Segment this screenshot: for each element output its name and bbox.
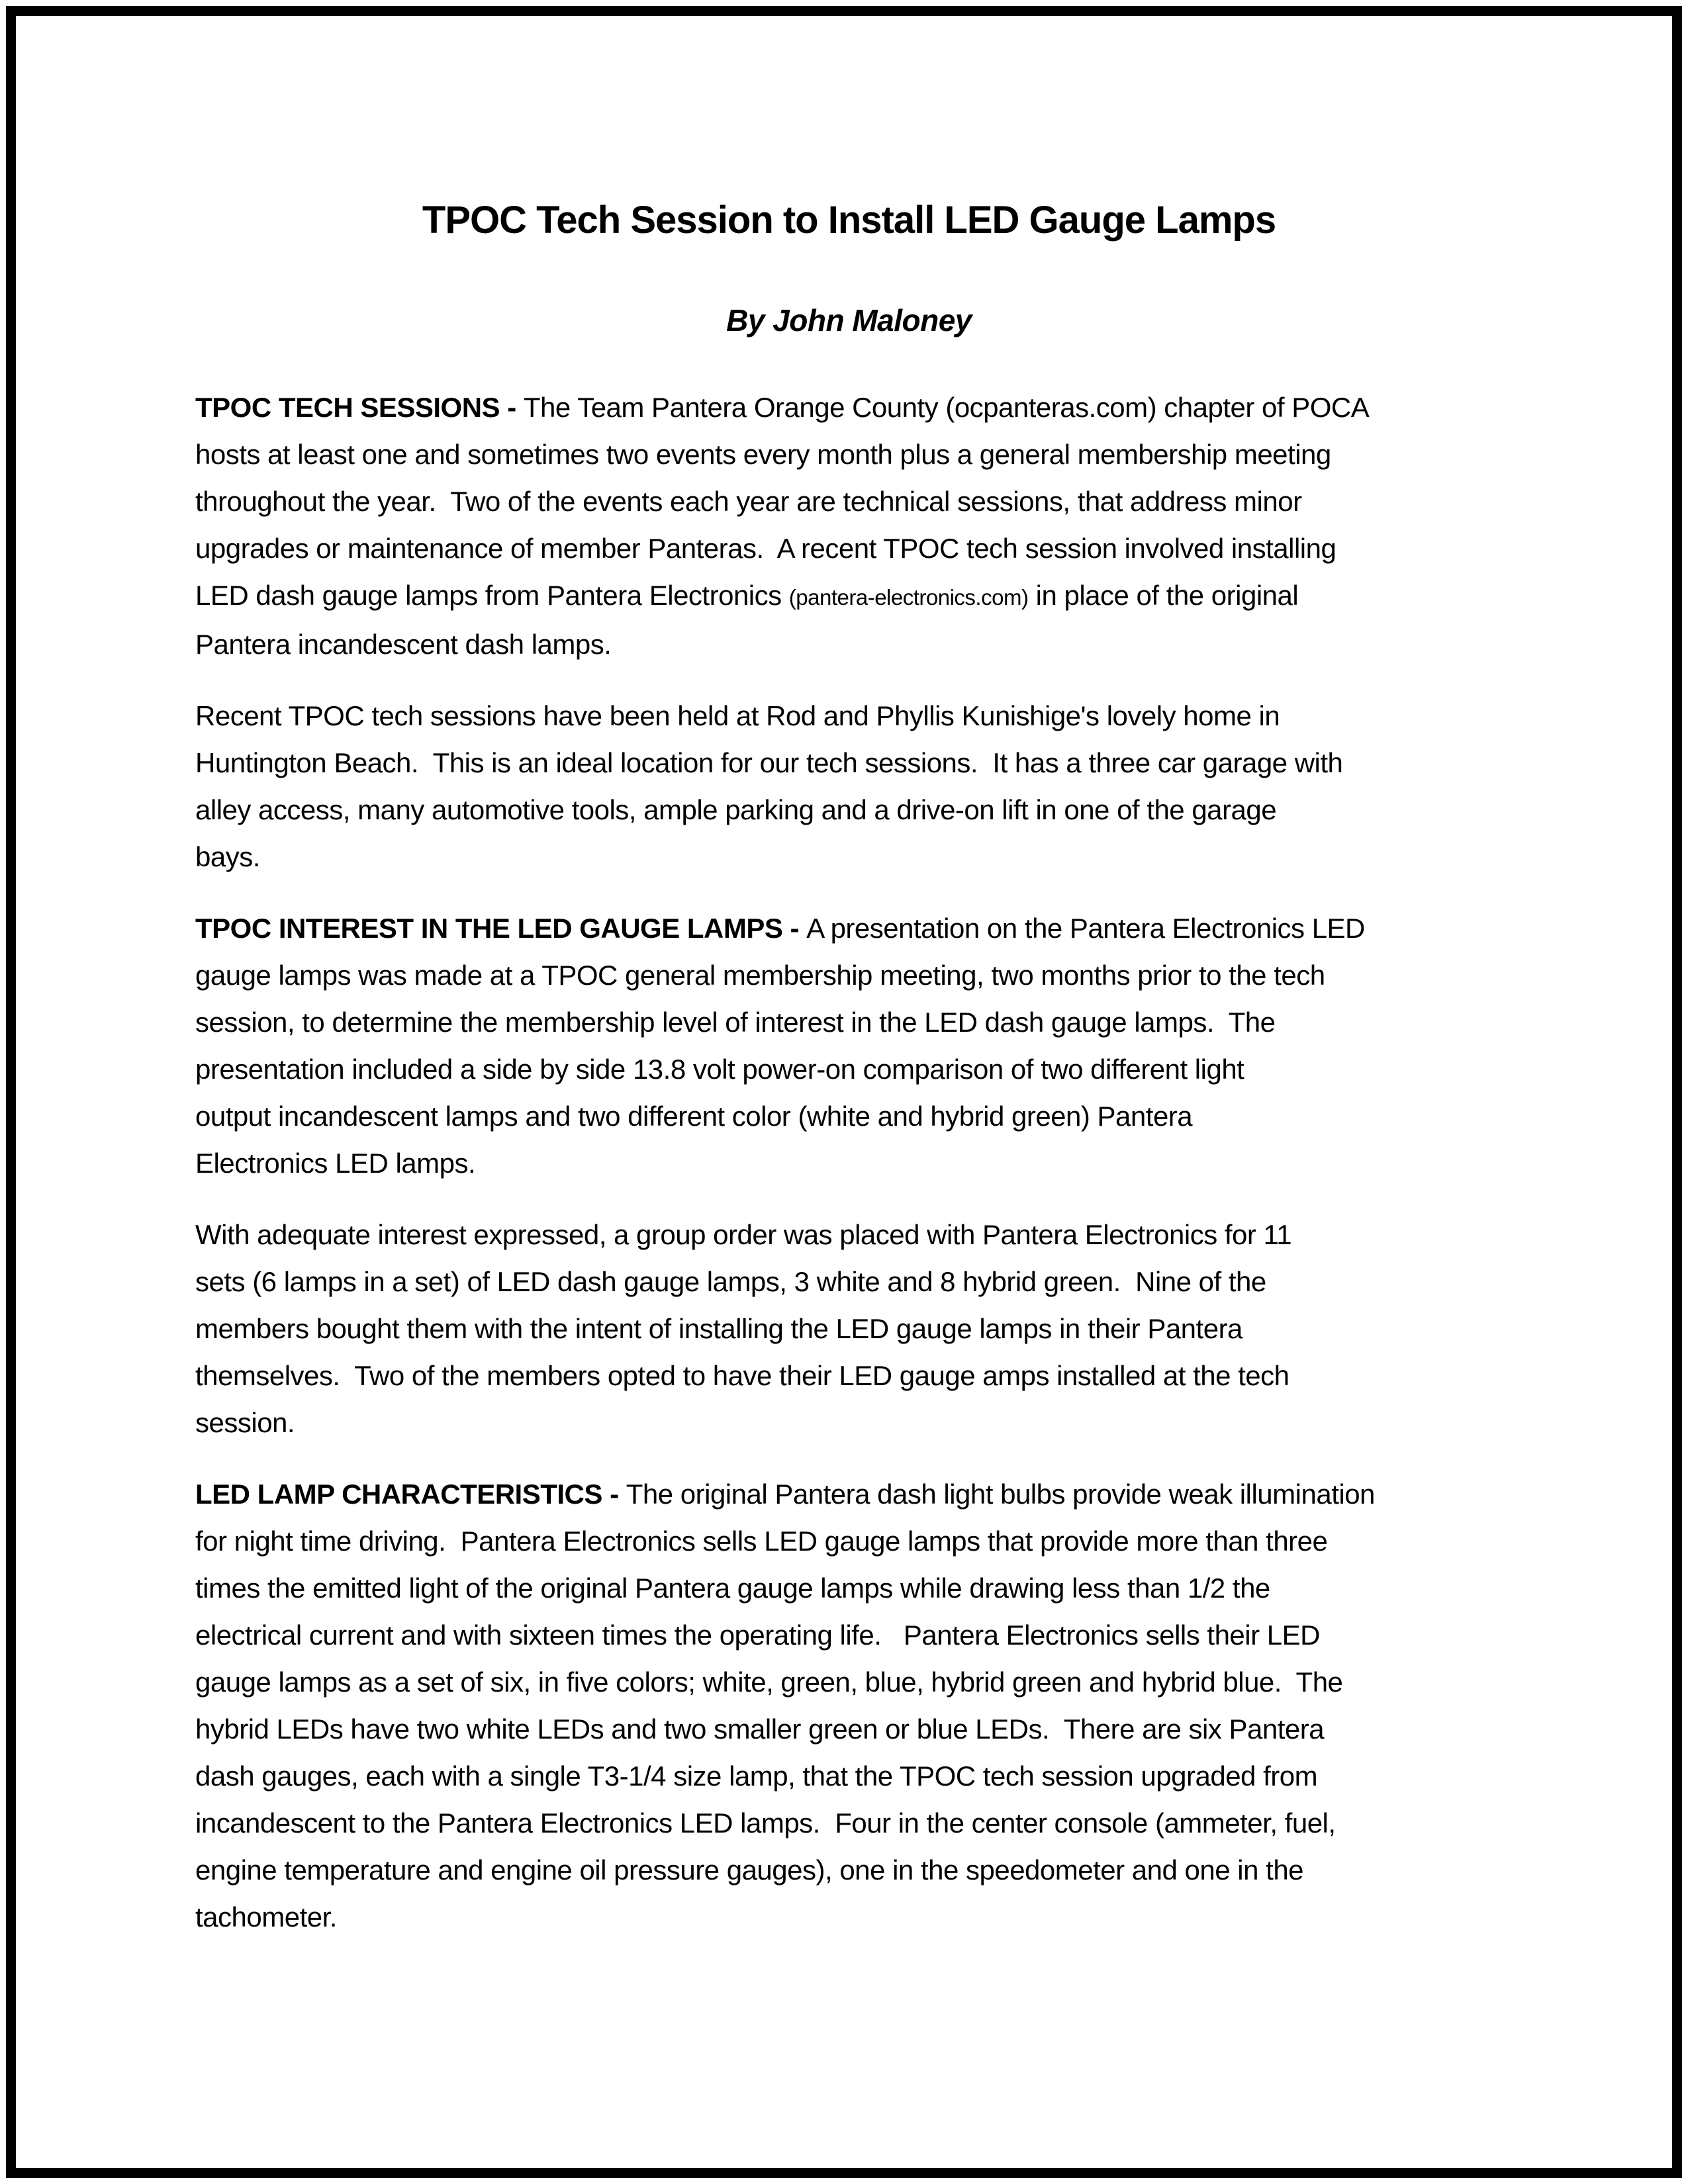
text-segment: themselves. Two of the members opted to have their LED gauge amps installed at the tech [195,1360,1289,1391]
text-line [195,1093,1503,1140]
text-segment: gauge lamps was made at a TPOC general membership meeting, two months prior to the tech [195,960,1325,991]
text-segment: electrical current and with sixteen times the operating life. Pantera Electronics sells their LED [195,1619,1320,1651]
text-segment: dash gauges, each with a single T3-1/4 size lamp, that the TPOC tech session upgraded from [195,1760,1318,1792]
text-line [195,1893,1503,1940]
text-segment: The original Pantera dash light bulbs provide weak illumination [626,1479,1375,1510]
page-title: TPOC Tech Session to Install LED Gauge Lamps [422,199,1276,242]
text-line [195,1399,1503,1446]
text-segment: The Team Pantera Orange County (ocpanteras.com) chapter of POCA [523,392,1370,423]
text-line [195,1046,1503,1093]
text-line [195,1565,1503,1612]
text-segment: tachometer. [195,1901,337,1933]
text-line [195,621,1503,668]
paragraph [195,1471,1503,1940]
text-line [195,833,1503,880]
paragraph [195,692,1503,880]
text-segment: session, to determine the membership level of interest in the LED dash gauge lamps. The [195,1007,1276,1038]
text-line [195,1258,1503,1305]
text-line [195,905,1503,952]
bold-text-segment: TPOC INTEREST IN THE LED GAUGE LAMPS - [195,913,807,944]
text-segment: Pantera incandescent dash lamps. [195,629,612,660]
text-segment: A presentation on the Pantera Electronics LED [806,913,1365,944]
small-text-segment: (pantera-electronics.com) [788,585,1029,610]
text-line [195,431,1503,478]
text-line [195,786,1503,833]
bold-text-segment: LED LAMP CHARACTERISTICS - [195,1479,626,1510]
text-line [195,952,1503,999]
text-segment: With adequate interest expressed, a group order was placed with Pantera Electronics for 11 [195,1219,1292,1250]
text-segment: alley access, many automotive tools, ample parking and a drive-on lift in one of the garage [195,794,1277,825]
text-line [195,384,1503,431]
text-line [195,1752,1503,1799]
text-segment: hosts at least one and sometimes two events every month plus a general membership meeting [195,439,1331,470]
text-segment: Electronics LED lamps. [195,1148,476,1179]
text-segment: bays. [195,841,260,872]
text-line [195,739,1503,786]
text-segment: upgrades or maintenance of member Panteras. A recent TPOC tech session involved installing [195,533,1336,564]
text-segment: hybrid LEDs have two white LEDs and two smaller green or blue LEDs. There are six Pantera [195,1713,1325,1745]
text-line [195,999,1503,1046]
text-segment: Recent TPOC tech sessions have been held at Rod and Phyllis Kunishige's lovely home in [195,700,1280,731]
text-line [195,1846,1503,1893]
text-line [195,1706,1503,1752]
text-segment: in place of the original [1028,580,1299,611]
text-segment: incandescent to the Pantera Electronics LED lamps. Four in the center console (ammeter, fuel, [195,1807,1336,1839]
text-line [195,1211,1503,1258]
text-segment: gauge lamps as a set of six, in five colors; white, green, blue, hybrid green and hybrid blue. The [195,1666,1343,1698]
text-line [195,1799,1503,1846]
text-line [195,478,1503,525]
text-line [195,572,1503,621]
text-segment: session. [195,1407,295,1438]
text-segment: times the emitted light of the original Pantera gauge lamps while drawing less than 1/2 the [195,1572,1270,1604]
text-line [195,1305,1503,1352]
text-segment: LED dash gauge lamps from Pantera Electronics [195,580,789,611]
paragraph [195,384,1503,668]
text-segment: Huntington Beach. This is an ideal location for our tech sessions. It has a three car garage with [195,747,1343,778]
paragraph [195,1211,1503,1446]
text-line [195,1518,1503,1565]
text-line [195,525,1503,572]
byline: By John Maloney [726,303,972,338]
text-line [195,1471,1503,1518]
text-segment: engine temperature and engine oil pressure gauges), one in the speedometer and one in the [195,1854,1304,1886]
text-line [195,692,1503,739]
text-segment: throughout the year. Two of the events each year are technical sessions, that address minor [195,486,1302,517]
paragraph [195,905,1503,1187]
text-segment: sets (6 lamps in a set) of LED dash gauge lamps, 3 white and 8 hybrid green. Nine of the [195,1266,1266,1297]
document-body [195,384,1503,1940]
text-segment: output incandescent lamps and two different color (white and hybrid green) Pantera [195,1101,1193,1132]
text-line [195,1352,1503,1399]
bold-text-segment: TPOC TECH SESSIONS - [195,392,524,423]
text-segment: for night time driving. Pantera Electronics sells LED gauge lamps that provide more than three [195,1525,1328,1557]
text-line [195,1659,1503,1706]
text-segment: presentation included a side by side 13.8 volt power-on comparison of two different light [195,1054,1244,1085]
text-line [195,1612,1503,1659]
text-segment: members bought them with the intent of installing the LED gauge lamps in their Pantera [195,1313,1243,1344]
text-line [195,1140,1503,1187]
page-content [195,0,1503,1965]
